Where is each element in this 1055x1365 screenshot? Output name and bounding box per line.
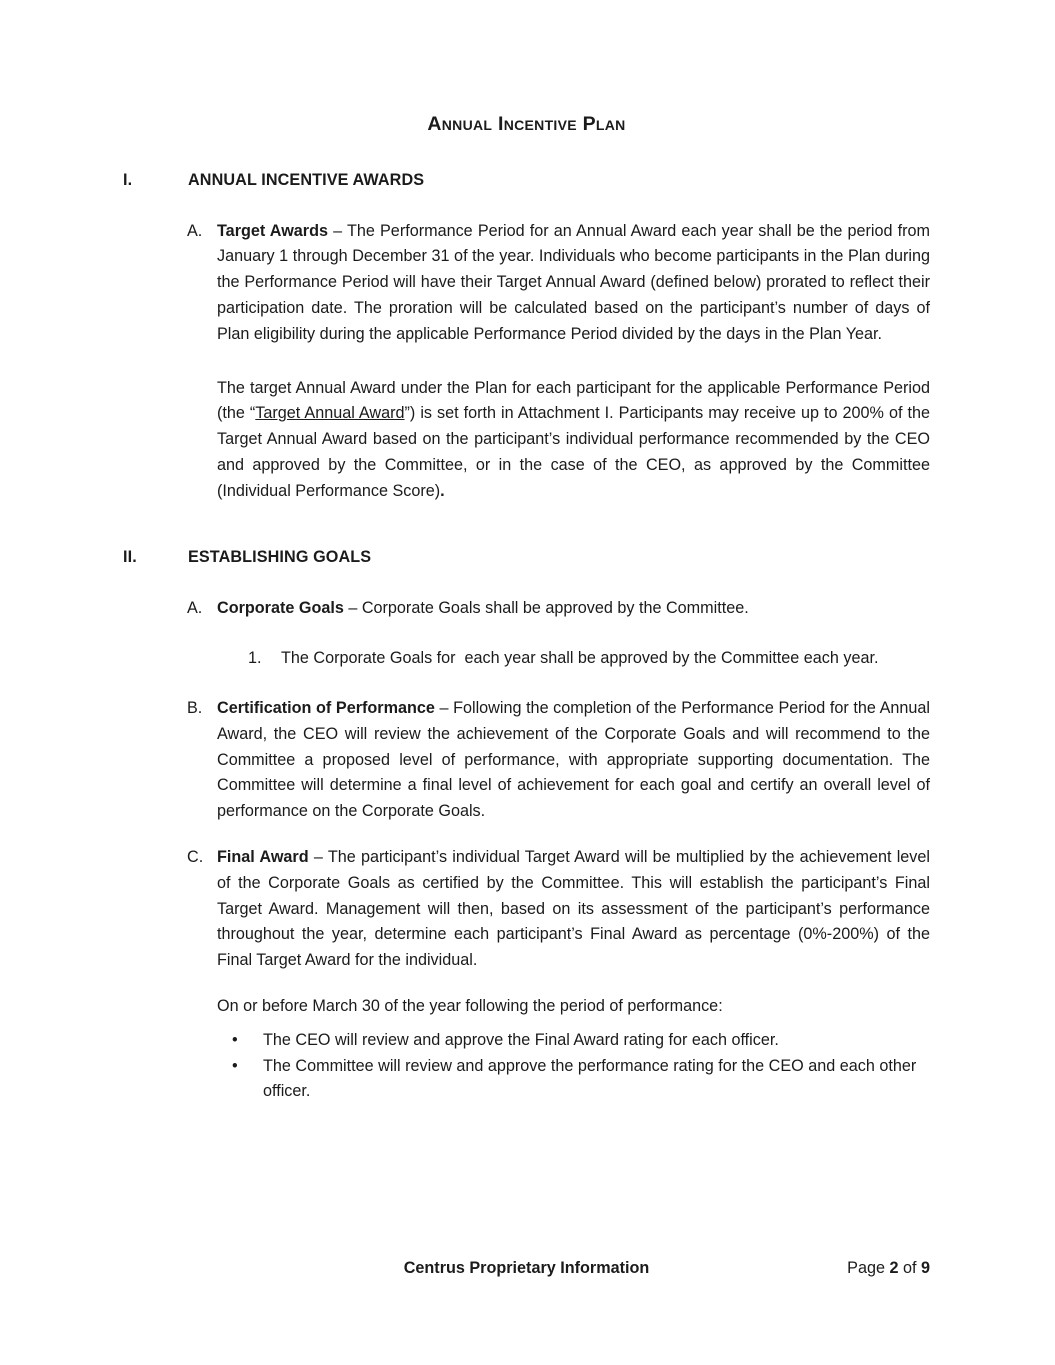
paragraph-text: The target Annual Award under the Plan for each participant for the applicable Performance Period (the “ bbox=[217, 378, 930, 423]
item-paragraph bbox=[217, 696, 930, 825]
item-corporate-goals bbox=[187, 596, 930, 622]
section-title: ANNUAL INCENTIVE AWARDS bbox=[188, 170, 425, 189]
item-lead-term: Target Awards bbox=[217, 221, 328, 240]
page-title: Annual Incentive Plan bbox=[427, 113, 626, 135]
section-number: II. bbox=[123, 547, 137, 566]
item-lead-term: Corporate Goals bbox=[217, 599, 344, 618]
section-heading-establishing-goals bbox=[123, 545, 930, 571]
section-title: ESTABLISHING GOALS bbox=[188, 547, 372, 566]
bullet-text: The Committee will review and approve the performance rating for the CEO and each other officer. bbox=[263, 1056, 917, 1101]
item-label: B. bbox=[187, 698, 203, 717]
item-label: C. bbox=[187, 847, 204, 866]
bullet-committee-review bbox=[232, 1054, 930, 1106]
bullet-icon: • bbox=[232, 1056, 238, 1075]
paragraph-text: ”) is set forth in Attachment I. Participants may receive up to 200% of the Target Annual Award based on the participant’s individual performance recommended by the CEO and approved by the Committee, or in the case of the CEO, as approved by the Committee (Individual Performance Score) bbox=[217, 404, 930, 500]
item-label: A. bbox=[187, 599, 203, 618]
underlined-defined-term: Target Annual Award bbox=[255, 404, 405, 423]
footer-of-word: of bbox=[898, 1259, 921, 1277]
paragraph-text: – Following the completion of the Performance Period for the Annual Award, the CEO will review the achievement of the Corporate Goals and will recommend to the Committee a proposed level of performance, with appropriate supporting documentation. The Committee will determine a final level of achievement for each goal and certify an overall level of performance on the Corporate Goals. bbox=[217, 698, 930, 821]
paragraph-text: – The Performance Period for an Annual Award each year shall be the period from January 1 through December 31 of the year. Individuals who become participants in the Plan during the Performance Period will have their Target Annual Award (defined below) prorated to reflect their participation date. The proration will be calculated based on the participant’s number of days of Plan eligibility during the applicable Performance Period divided by the days in the Plan Year. bbox=[217, 221, 930, 343]
bold-period: . bbox=[440, 481, 445, 500]
item-paragraph bbox=[217, 845, 930, 974]
bullet-icon: • bbox=[232, 1030, 238, 1049]
item-lead-term: Final Award bbox=[217, 847, 309, 866]
item-final-award bbox=[187, 845, 930, 974]
item-target-awards bbox=[187, 219, 930, 348]
paragraph-deadline: On or before March 30 of the year following the period of performance: bbox=[217, 996, 723, 1015]
subitem-label: 1. bbox=[248, 649, 262, 668]
subitem-paragraph: The Corporate Goals for each year shall be approved by the Committee each year. bbox=[281, 649, 879, 668]
item-certification-of-performance bbox=[187, 696, 930, 825]
item-lead-term: Certification of Performance bbox=[217, 698, 435, 717]
section-heading-annual-incentive-awards bbox=[123, 168, 930, 194]
paragraph-text: – The participant’s individual Target Award will be multiplied by the achievement level of the Corporate Goals as certified by the Committee. This will establish the participant’s Final Target Award. Management will then, based on its assessment of the participant’s performance throughout the year, determine each participant’s Final Award as percentage (0%-200%) of the Final Target Award for the individual. bbox=[217, 847, 930, 970]
item-paragraph bbox=[217, 219, 930, 348]
subitem-corporate-goals-1 bbox=[248, 646, 930, 672]
footer-page-total: 9 bbox=[920, 1259, 930, 1277]
bullet-ceo-review bbox=[232, 1028, 930, 1054]
document-content bbox=[123, 0, 930, 1105]
paragraph-target-annual-award bbox=[217, 376, 930, 505]
footer-page-indicator bbox=[847, 1256, 930, 1282]
item-paragraph bbox=[217, 596, 930, 622]
paragraph-text: – Corporate Goals shall be approved by the Committee. bbox=[343, 599, 749, 618]
footer-page-number: 2 bbox=[889, 1259, 899, 1277]
bullet-text: The CEO will review and approve the Final Award rating for each officer. bbox=[263, 1030, 779, 1049]
footer-page-word: Page bbox=[847, 1259, 890, 1277]
footer-proprietary-label: Centrus Proprietary Information bbox=[403, 1259, 650, 1277]
item-label: A. bbox=[187, 221, 203, 240]
section-number: I. bbox=[123, 170, 133, 189]
page-footer bbox=[123, 1256, 930, 1282]
